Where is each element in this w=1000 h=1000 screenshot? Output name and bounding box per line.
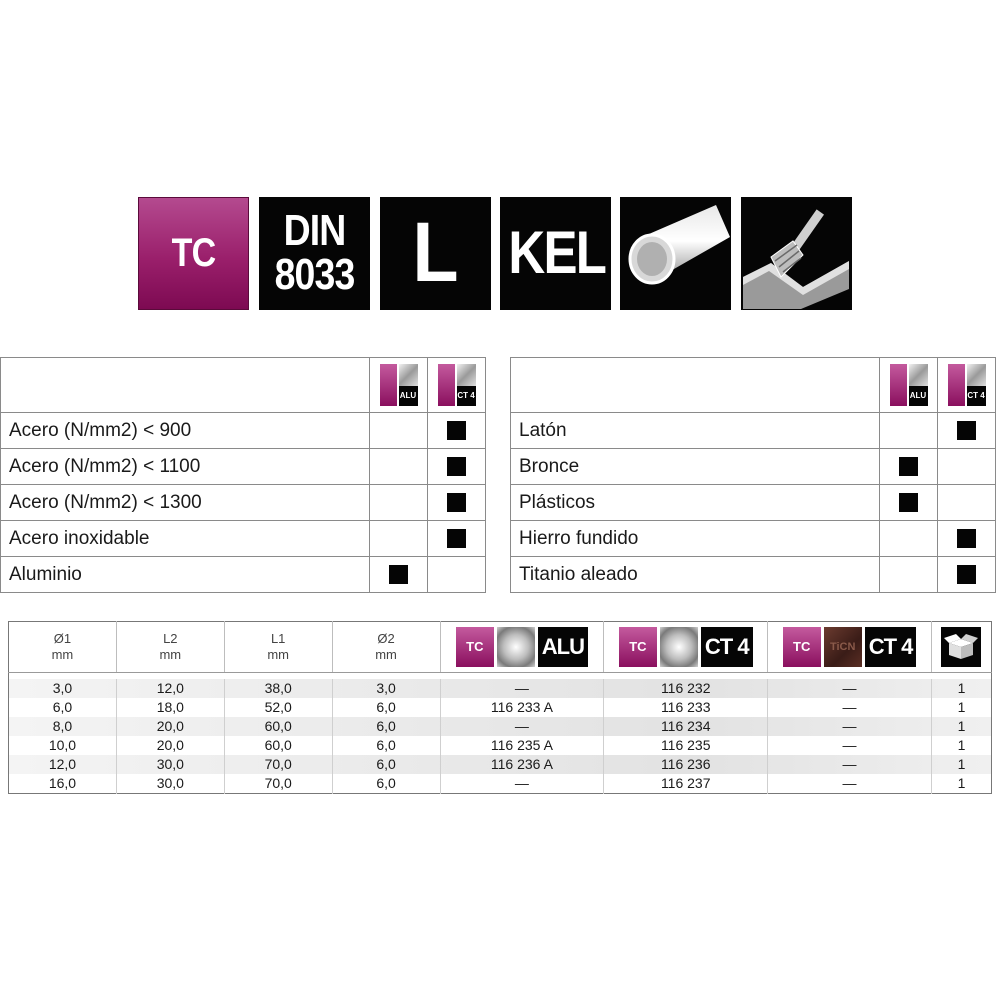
table-row — [511, 557, 996, 593]
suitability-mark — [957, 529, 976, 548]
table-row: 10,0 20,0 60,0 6,0 116 235 A 116 235 — 1 — [9, 736, 992, 755]
materials-table-right — [510, 357, 996, 593]
ct4-coating-icon: CT 4 — [438, 364, 476, 406]
feature-icons — [138, 197, 852, 310]
din-label: DIN — [283, 206, 346, 255]
burr-tool-icon — [741, 197, 852, 310]
material-label: Latón — [511, 413, 880, 449]
table-row — [1, 485, 486, 521]
suitability-mark — [899, 493, 918, 512]
table-row: 16,0 30,0 70,0 6,0 — 116 237 — 1 — [9, 774, 992, 794]
col-l1: L1 mm — [224, 622, 332, 673]
product-table — [8, 621, 992, 794]
material-label: Plásticos — [511, 485, 880, 521]
material-label: Acero (N/mm2) < 1300 — [1, 485, 370, 521]
alu-coating-icon: ALU — [890, 364, 928, 406]
table-row — [1, 449, 486, 485]
table-row — [511, 413, 996, 449]
materials-table-left — [0, 357, 486, 593]
table-header — [9, 622, 992, 673]
alu-coating-icon: ALU — [380, 364, 418, 406]
col-l2: L2 mm — [116, 622, 224, 673]
col-qty — [931, 622, 991, 673]
col-d2: Ø2 mm — [332, 622, 440, 673]
table-row: 12,0 30,0 70,0 6,0 116 236 A 116 236 — 1 — [9, 755, 992, 774]
table-row: 8,0 20,0 60,0 6,0 — 116 234 — 1 — [9, 717, 992, 736]
tc-ticn-ct4-badge: TC TiCN CT 4 — [783, 627, 917, 667]
material-label: Hierro fundido — [511, 521, 880, 557]
kel-form-icon — [500, 197, 611, 310]
suitability-mark — [389, 565, 408, 584]
suitability-mark — [899, 457, 918, 476]
ct4-coating-icon: CT 4 — [948, 364, 986, 406]
table-row — [1, 413, 486, 449]
suitability-mark — [447, 493, 466, 512]
table-row — [1, 557, 486, 593]
col-d1: Ø1 mm — [9, 622, 117, 673]
suitability-mark — [957, 421, 976, 440]
col-ticn — [768, 622, 932, 673]
col-ct4 — [604, 622, 768, 673]
material-label: Acero (N/mm2) < 1100 — [1, 449, 370, 485]
tc-alu-badge: TC ALU — [456, 627, 588, 667]
table-row: 6,0 18,0 52,0 6,0 116 233 A 116 233 — 1 — [9, 698, 992, 717]
table-row — [511, 485, 996, 521]
material-label: Titanio aleado — [511, 557, 880, 593]
material-label: Aluminio — [1, 557, 370, 593]
material-label: Acero (N/mm2) < 900 — [1, 413, 370, 449]
tc-material-icon — [138, 197, 249, 310]
kel-label: KEL — [508, 219, 606, 286]
col-alu — [440, 622, 604, 673]
din-number: 8033 — [274, 250, 355, 299]
form-l-icon — [380, 197, 491, 310]
tc-ct4-badge: TC CT 4 — [619, 627, 753, 667]
cylindrical-shank-icon — [620, 197, 731, 310]
material-label: Acero inoxidable — [1, 521, 370, 557]
suitability-mark — [447, 529, 466, 548]
table-row — [1, 521, 486, 557]
suitability-mark — [957, 565, 976, 584]
tc-label: TC — [171, 231, 216, 275]
table-row — [511, 449, 996, 485]
material-label: Bronce — [511, 449, 880, 485]
table-row: 3,0 12,0 38,0 3,0 — 116 232 — 1 — [9, 679, 992, 698]
suitability-mark — [447, 457, 466, 476]
form-l-label: L — [412, 205, 459, 299]
din-standard-icon — [259, 197, 370, 310]
suitability-mark — [447, 421, 466, 440]
table-row — [511, 521, 996, 557]
package-box-icon — [941, 627, 981, 667]
